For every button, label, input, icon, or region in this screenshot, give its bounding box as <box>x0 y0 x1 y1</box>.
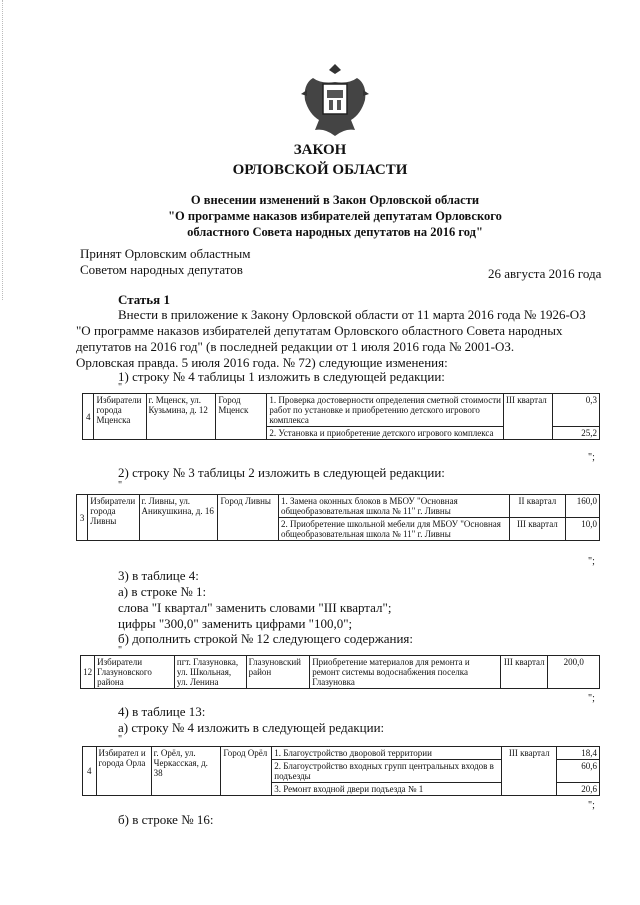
city-cell: Город Мценск <box>216 394 267 440</box>
close-quote: "; <box>588 800 595 811</box>
open-quote: " <box>118 734 123 745</box>
close-quote: "; <box>588 693 595 704</box>
city-cell: Город Орёл <box>221 747 272 796</box>
adopted-line-2: Советом народных депутатов <box>80 262 243 277</box>
law-subtitle-line-2: "О программе наказов избирателей депутатам Орловского <box>168 209 502 223</box>
open-quote: " <box>118 480 123 491</box>
address-cell: г. Орёл, ул. Черкасская, д. 38 <box>151 747 221 796</box>
table-row <box>83 747 600 796</box>
article-title: Статья 1 <box>118 292 170 307</box>
amount-2: 60,6 <box>557 760 599 783</box>
item-4b: б) в строке № 16: <box>118 812 214 827</box>
address-cell: пгт. Глазуновка, ул. Школьная, ул. Ленина <box>174 656 246 689</box>
item-3a-words: слова "I квартал" заменить словами "III квартал"; <box>118 600 392 615</box>
row-number: 4 <box>83 394 94 440</box>
coat-of-arms-icon <box>299 60 371 140</box>
article-intro-line-4: Орловская правда. 5 июля 2016 года. № 72) следующие изменения: <box>76 355 448 370</box>
task-cell: Приобретение материалов для ремонта и ремонт системы водоснабжения поселка Глазуновка <box>310 656 501 689</box>
voters-cell: Избиратели города Ливны <box>88 495 139 541</box>
amount-cell: 200,0 <box>548 656 600 689</box>
item-1: 1) строку № 4 таблицы 1 изложить в следующей редакции: <box>118 369 445 384</box>
amount-cell-1: 160,0 <box>566 495 600 518</box>
law-subtitle-line-3: областного Совета народных депутатов на 2016 год" <box>187 225 483 239</box>
table-3 <box>80 655 600 689</box>
amount-cell-2: 10,0 <box>566 518 600 541</box>
quarter-cell-2: III квартал <box>509 518 565 541</box>
task-cell <box>272 747 502 796</box>
task-2: 2. Благоустройство входных групп центральных входов в подъезды <box>272 760 501 783</box>
amount-1: 18,4 <box>557 747 599 760</box>
voters-cell: Избиратели Глазуновского района <box>95 656 175 689</box>
item-3: 3) в таблице 4: <box>118 568 199 583</box>
amount-3: 20,6 <box>581 784 597 794</box>
law-subtitle-line-1: О внесении изменений в Закон Орловской области <box>190 193 480 207</box>
row-number: 12 <box>81 656 95 689</box>
row-number: 4 <box>83 747 97 796</box>
quarter-cell: III квартал <box>501 656 548 689</box>
item-2: 2) строку № 3 таблицы 2 изложить в следующей редакции: <box>118 465 445 480</box>
region-title: ОРЛОВСКОЙ ОБЛАСТИ <box>232 162 408 178</box>
item-3a-figures: цифры "300,0" заменить цифрами "100,0"; <box>118 616 353 631</box>
adopted-line-1: Принят Орловским областным <box>80 246 251 261</box>
item-3b: б) дополнить строкой № 12 следующего содержания: <box>118 631 413 646</box>
task-3: 3. Ремонт входной двери подъезда № 1 <box>274 784 424 794</box>
task-1: 1. Благоустройство дворовой территории <box>272 747 501 760</box>
task-cell-2: 2. Установка и приобретение детского игрового комплекса <box>267 427 504 440</box>
amount-cell <box>557 747 600 796</box>
table-row <box>81 656 600 689</box>
article-intro-line-2: "О программе наказов избирателей депутатам Орловского областного Совета народных <box>76 323 563 338</box>
open-quote: " <box>118 645 123 656</box>
task-cell-1: 1. Проверка достоверности определения сметной стоимости работ по установке и приобретению детского игрового комплекса <box>267 394 504 427</box>
law-title: ЗАКОН <box>293 142 347 158</box>
city-cell: Глазуновский район <box>246 656 310 689</box>
close-quote: "; <box>588 452 595 463</box>
quarter-cell: III квартал <box>502 747 557 796</box>
adopted-date: 26 августа 2016 года <box>488 266 602 281</box>
article-intro-line-3: депутатов на 2016 год" (в последней редакции от 1 июля 2016 года № 2001-ОЗ. <box>76 339 515 354</box>
address-cell: г. Ливны, ул. Аникушкина, д. 16 <box>139 495 218 541</box>
row-number: 3 <box>77 495 88 541</box>
city-cell: Город Ливны <box>218 495 279 541</box>
table-4 <box>82 746 600 796</box>
quarter-cell-1: II квартал <box>509 495 565 518</box>
item-3a: а) в строке № 1: <box>118 584 207 599</box>
table-row <box>83 394 600 427</box>
item-4a: а) строку № 4 изложить в следующей редакции: <box>118 720 385 735</box>
amount-cell-2: 25,2 <box>553 427 600 440</box>
article-intro-line-1: Внести в приложение к Закону Орловской области от 11 марта 2016 года № 1926-ОЗ <box>118 307 586 322</box>
voters-cell: Избиратели города Мценска <box>94 394 146 440</box>
table-2 <box>76 494 600 541</box>
task-cell-1: 1. Замена оконных блоков в МБОУ "Основная общеобразовательная школа № 11" г. Ливны <box>278 495 509 518</box>
amount-cell-1: 0,3 <box>553 394 600 427</box>
close-quote: "; <box>588 556 595 567</box>
task-cell-2: 2. Приобретение школьной мебели для МБОУ "Основная общеобразовательная школа № 11" г. Ливны <box>278 518 509 541</box>
address-cell: г. Мценск, ул. Кузьмина, д. 12 <box>146 394 216 440</box>
open-quote: " <box>118 382 123 393</box>
item-4: 4) в таблице 13: <box>118 704 206 719</box>
table-1 <box>82 393 600 440</box>
table-row <box>77 495 600 518</box>
voters-cell: Избирател и города Орла <box>96 747 151 796</box>
quarter-cell: III квартал <box>504 394 553 440</box>
